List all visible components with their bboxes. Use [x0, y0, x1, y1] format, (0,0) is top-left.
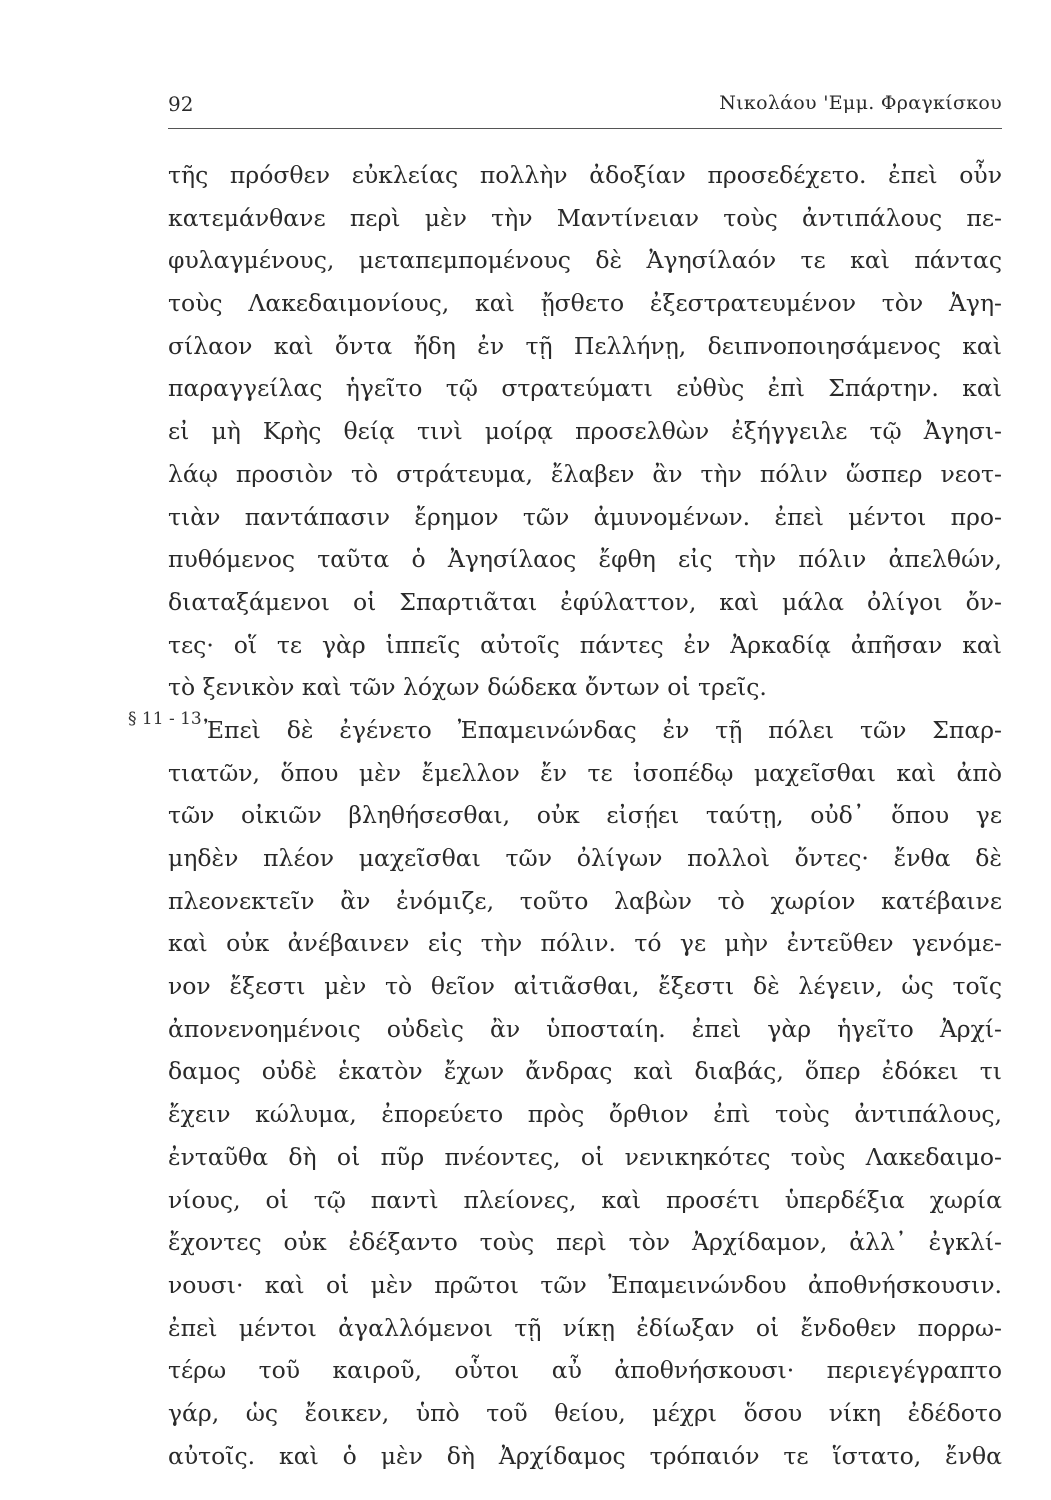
paragraph-start-line: Ἐπεὶ δὲ ἐγένετο Ἐπαμεινώνδας ἐν τῇ πόλει τῶν Σπαρ-: [204, 715, 1002, 744]
text-line: ἀπονενοημένοις οὐδεὶς ἂν ὑποσταίη. ἐπεὶ γὰρ ἡγεῖτο Ἀρχί-: [168, 1014, 1002, 1043]
text-line: γάρ, ὡς ἔοικεν, ὑπὸ τοῦ θείου, μέχρι ὅσου νίκη ἐδέδοτο: [168, 1398, 1002, 1427]
text-line: τες· οἵ τε γὰρ ἱππεῖς αὐτοῖς πάντες ἐν Ἀρκαδίᾳ ἀπῆσαν καὶ: [168, 630, 1002, 659]
text-line: νον ἔξεστι μὲν τὸ θεῖον αἰτιᾶσθαι, ἔξεστι δὲ λέγειν, ὡς τοῖς: [168, 972, 1002, 1001]
text-line: παραγγείλας ἡγεῖτο τῷ στρατεύματι εὐθὺς ἐπὶ Σπάρτην. καὶ: [168, 374, 1002, 403]
text-line: λάῳ προσιὸν τὸ στράτευμα, ἔλαβεν ἂν τὴν πόλιν ὥσπερ νεοτ-: [168, 459, 1002, 488]
text-line: νίους, οἱ τῷ παντὶ πλείονες, καὶ προσέτι ὑπερδέξια χωρία: [168, 1185, 1002, 1214]
text-line: αὐτοῖς. καὶ ὁ μὲν δὴ Ἀρχίδαμος τρόπαιόν τε ἵστατο, ἔνθα: [168, 1441, 1002, 1470]
text-line: φυλαγμένους, μεταπεμπομένους δὲ Ἀγησίλαόν τε καὶ πάντας: [168, 246, 1002, 275]
body-text: [168, 154, 1002, 1477]
text-line: ἐπεὶ μέντοι ἀγαλλόμενοι τῇ νίκῃ ἐδίωξαν οἱ ἔνδοθεν πορρω-: [168, 1313, 1002, 1342]
text-line: καὶ οὐκ ἀνέβαινεν εἰς τὴν πόλιν. τό γε μὴν ἐντεῦθεν γενόμε-: [168, 929, 1002, 958]
text-line: ἐνταῦθα δὴ οἱ πῦρ πνέοντες, οἱ νενικηκότες τοὺς Λακεδαιμο-: [168, 1142, 1002, 1171]
text-line: τιατῶν, ὅπου μὲν ἔμελλον ἔν τε ἰσοπέδῳ μαχεῖσθαι καὶ ἀπὸ: [168, 758, 1002, 787]
text-line: δαμος οὐδὲ ἑκατὸν ἔχων ἄνδρας καὶ διαβάς, ὅπερ ἐδόκει τι: [168, 1057, 1002, 1086]
text-line: πλεονεκτεῖν ἂν ἐνόμιζε, τοῦτο λαβὼν τὸ χωρίον κατέβαινε: [168, 886, 1002, 915]
text-line: τῶν οἰκιῶν βληθήσεσθαι, οὐκ εἰσῄει ταύτῃ, οὐδ᾽ ὅπου γε: [168, 801, 1002, 830]
text-line: τοὺς Λακεδαιμονίους, καὶ ᾔσθετο ἐξεστρατευμένον τὸν Ἀγη-: [168, 289, 1002, 318]
text-line: κατεμάνθανε περὶ μὲν τὴν Μαντίνειαν τοὺς ἀντιπάλους πε-: [168, 203, 1002, 232]
text-line: τῆς πρόσθεν εὐκλείας πολλὴν ἀδοξίαν προσεδέχετο. ἐπεὶ οὖν: [168, 161, 1002, 189]
text-line: εἰ μὴ Κρὴς θείᾳ τινὶ μοίρᾳ προσελθὼν ἐξήγγειλε τῷ Ἀγησι-: [168, 417, 1002, 446]
text-line: ἔχοντες οὐκ ἐδέξαντο τοὺς περὶ τὸν Ἀρχίδαμον, ἀλλ᾽ ἐγκλί-: [168, 1228, 1002, 1257]
running-head: Νικολάου 'Εμμ. Φραγκίσκου: [719, 92, 1002, 114]
page-header: [168, 92, 1002, 122]
text-line: τιὰν παντάπασιν ἔρημον τῶν ἀμυνομένων. ἐπεὶ μέντοι προ-: [168, 502, 1002, 531]
section-margin-note: § 11 - 13: [128, 709, 202, 729]
text-line: πυθόμενος ταῦτα ὁ Ἀγησίλαος ἔφθη εἰς τὴν πόλιν ἀπελθών,: [168, 545, 1002, 574]
text-line: μηδὲν πλέον μαχεῖσθαι τῶν ὀλίγων πολλοὶ ὄντες· ἔνθα δὲ: [168, 844, 1002, 872]
text-line: ἔχειν κώλυμα, ἐπορεύετο πρὸς ὄρθιον ἐπὶ τοὺς ἀντιπάλους,: [168, 1100, 1002, 1129]
text-line: τέρω τοῦ καιροῦ, οὗτοι αὖ ἀποθνήσκουσι· περιεγέγραπτο: [168, 1356, 1002, 1385]
text-line: νουσι· καὶ οἱ μὲν πρῶτοι τῶν Ἐπαμεινώνδου ἀποθνήσκουσιν.: [168, 1270, 1002, 1299]
text-line: διαταξάμενοι οἱ Σπαρτιᾶται ἐφύλαττον, καὶ μάλα ὀλίγοι ὄν-: [168, 587, 1002, 616]
paragraph-end-line: τὸ ξενικὸν καὶ τῶν λόχων δώδεκα ὄντων οἱ τρεῖς.: [168, 673, 767, 702]
text-line: σίλαον καὶ ὄντα ἤδη ἐν τῇ Πελλήνῃ, δειπνοποιησάμενος καὶ: [168, 331, 1002, 360]
header-rule: [168, 128, 1002, 129]
page-number: 92: [168, 92, 194, 116]
